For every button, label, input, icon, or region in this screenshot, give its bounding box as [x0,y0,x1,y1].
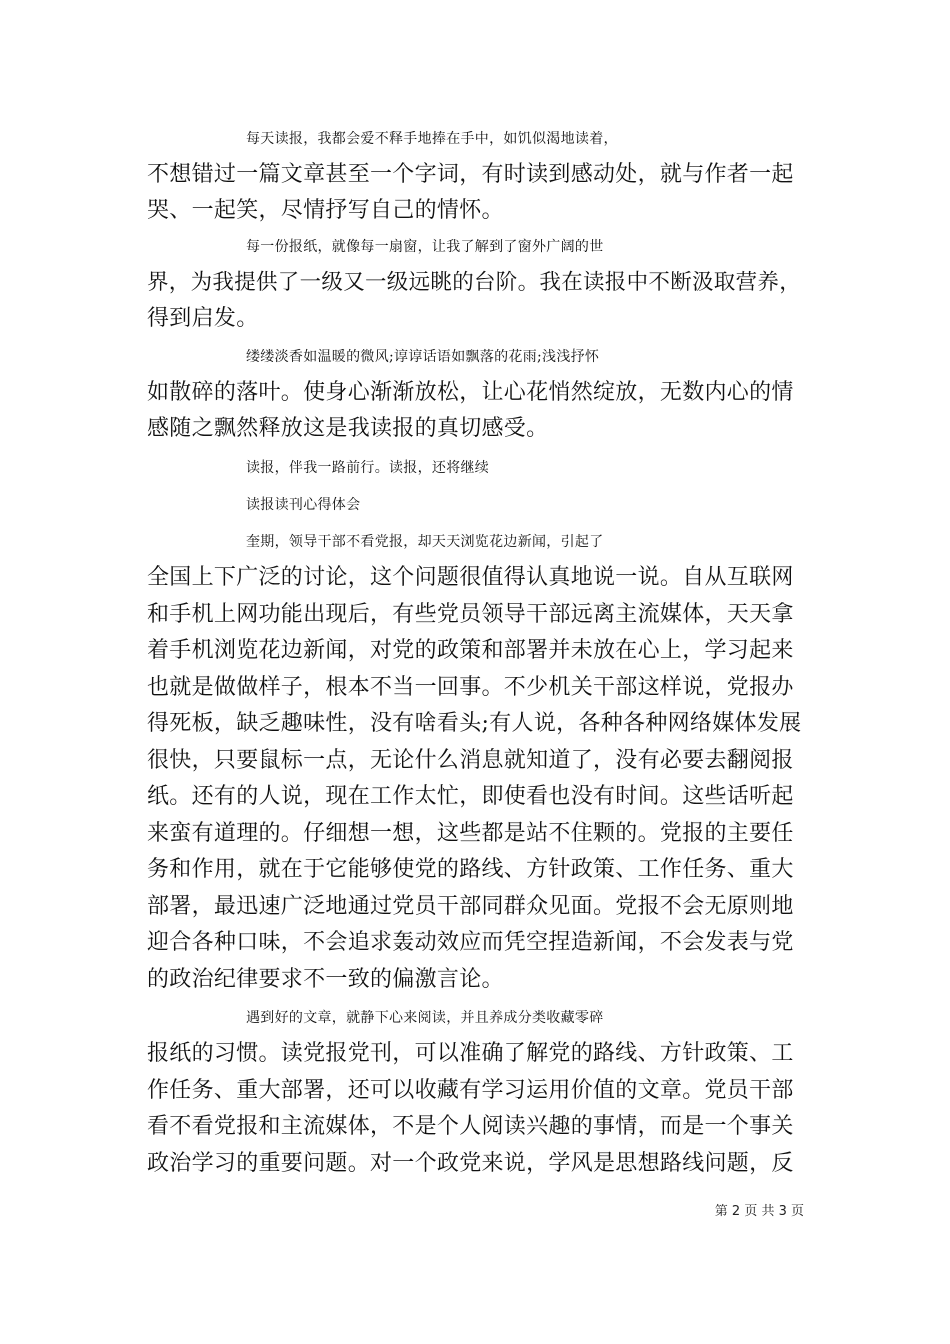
paragraph-line: 全国上下广泛的讨论，这个问题很值得认真地说一说。自从互联网 [147,565,794,590]
paragraph-line: 务和作用，就在于它能够使党的路线、方针政策、工作任务、重大 [147,857,794,882]
paragraph-line: 缕缕淡香如温暖的微风;谆谆话语如飘落的花雨;浅浅抒怀 [246,349,600,365]
paragraph-line: 每天读报，我都会爱不释手地捧在手中，如饥似渴地读着， [246,131,618,147]
paragraph-line: 看不看党报和主流媒体，不是个人阅读兴趣的事情，而是一个事关 [147,1114,794,1139]
paragraph-line: 哭、一起笑，尽情抒写自己的情怀。 [147,198,504,223]
page-number: 第 2 页 共 3 页 [714,1204,804,1219]
paragraph-line: 得到启发。 [147,306,259,331]
paragraph-line: 得死板，缺乏趣味性，没有啥看头;有人说，各种各种网络媒体发展 [147,711,802,736]
paragraph-line: 和手机上网功能出现后，有些党员领导干部远离主流媒体，天天拿 [147,602,794,627]
paragraph-line: 如散碎的落叶。使身心渐渐放松，让心花悄然绽放，无数内心的情 [147,380,794,405]
paragraph-line: 也就是做做样子，根本不当一回事。不少机关干部这样说，党报办 [147,675,794,700]
paragraph-line: 作任务、重大部署，还可以收藏有学习运用价值的文章。党员干部 [147,1078,794,1103]
paragraph-line: 的政治纪律要求不一致的偏激言论。 [147,967,504,992]
paragraph-line: 着手机浏览花边新闻，对党的政策和部署并未放在心上，学习起来 [147,638,794,663]
section-title: 读报读刊心得体会 [246,497,361,513]
paragraph-line: 每一份报纸，就像每一扇窗，让我了解到了窗外广阔的世 [246,239,604,255]
paragraph-line: 迎合各种口味，不会追求轰动效应而凭空捏造新闻，不会发表与党 [147,930,794,955]
paragraph-line: 界，为我提供了一级又一级远眺的台阶。我在读报中不断汲取营养， [147,270,802,295]
paragraph-line: 读报，伴我一路前行。读报，还将继续 [246,460,490,476]
paragraph-line: 遇到好的文章，就静下心来阅读，并且养成分类收藏零碎 [246,1010,604,1026]
paragraph-line: 政治学习的重要问题。对一个政党来说，学风是思想路线问题，反 [147,1151,794,1176]
paragraph-line: 纸。还有的人说，现在工作太忙，即使看也没有时间。这些话听起 [147,784,794,809]
paragraph-line: 报纸的习惯。读党报党刊，可以准确了解党的路线、方针政策、工 [147,1041,794,1066]
paragraph-line: 不想错过一篇文章甚至一个字词，有时读到感动处，就与作者一起 [147,162,794,187]
paragraph-line: 奎期，领导干部不看党报，却天天浏览花边新闻，引起了 [246,534,604,550]
paragraph-line: 来蛮有道理的。仔细想一想，这些都是站不住颗的。党报的主要任 [147,821,794,846]
paragraph-line: 很快，只要鼠标一点，无论什么消息就知道了，没有必要去翻阅报 [147,748,794,773]
paragraph-line: 部署，最迅速广泛地通过党员干部同群众见面。党报不会无原则地 [147,894,794,919]
paragraph-line: 感随之飘然释放这是我读报的真切感受。 [147,416,549,441]
